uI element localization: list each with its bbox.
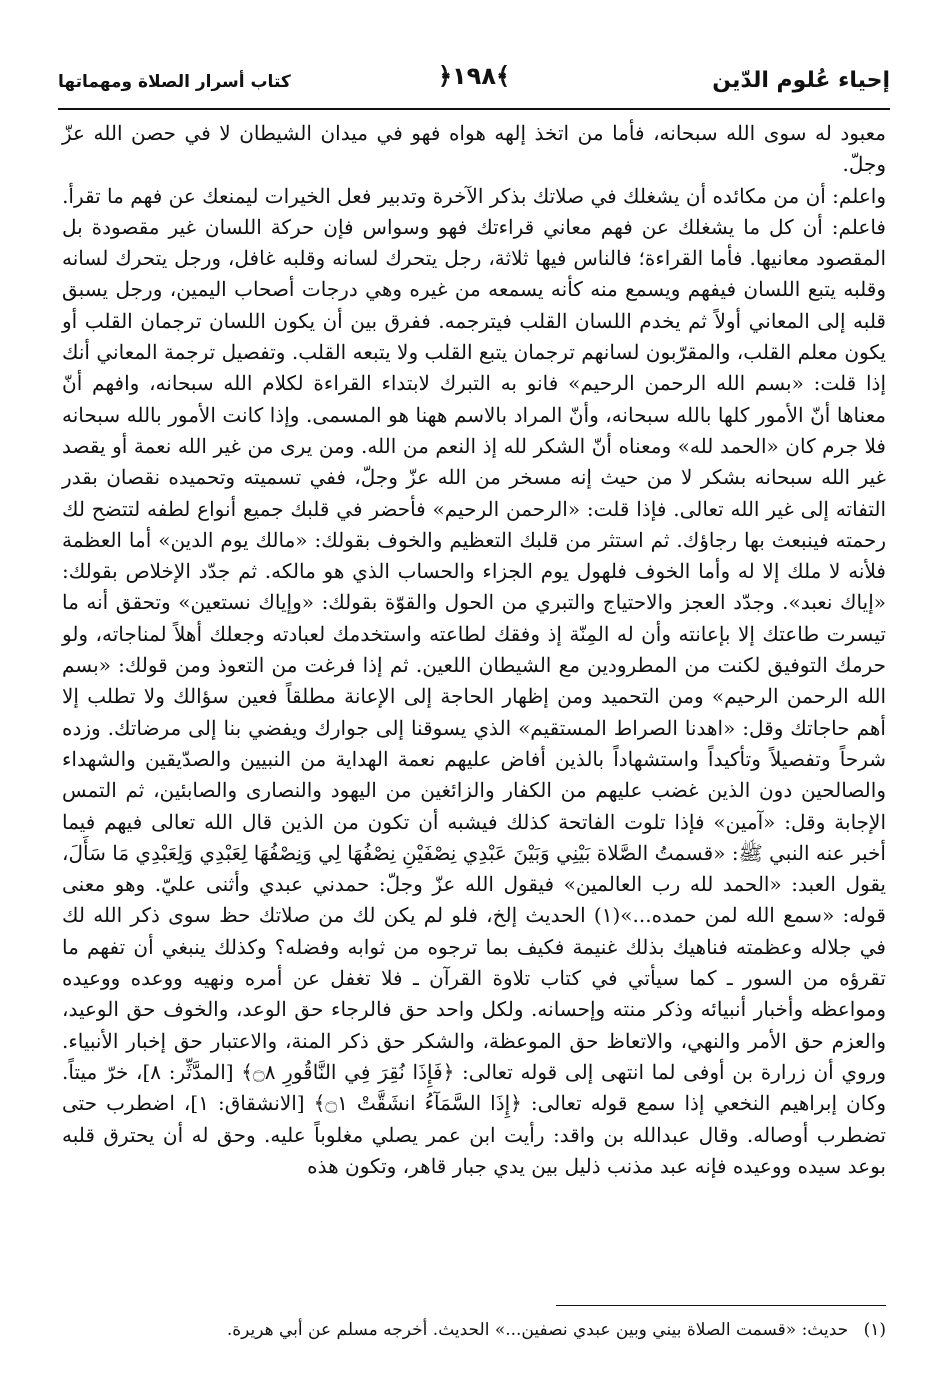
paragraph: واعلم: أن من مكائده أن يشغلك في صلاتك بذكر الآخرة وتدبير فعل الخيرات ليمنعك عن فهم ما تقرأ.: [62, 183, 886, 208]
page-header: [58, 62, 890, 106]
header-divider: [58, 108, 890, 110]
footnote-text: حديث: «قسمت الصلاة بيني وبين عبدي نصفين...» الحديث. أخرجه مسلم عن أبي هريرة.: [226, 1320, 849, 1340]
paragraph: معبود له سوى الله سبحانه، فأما من اتخذ إلهه هواه فهو في ميدان الشيطان لا في حصن الله عزّ وجلّ.: [62, 121, 886, 177]
footnote-divider: [556, 1305, 886, 1306]
footnote-number: (١): [863, 1320, 886, 1340]
book-title: إحياء عُلوم الدّين: [712, 68, 890, 93]
chapter-title: كتاب أسرار الصلاة ومهماتها: [58, 72, 291, 92]
paragraph: فاعلم: أن كل ما يشغلك عن فهم معاني قراءتك فهو وسواس فإن حركة اللسان غير مقصودة بل المقصود معانيها. فأما القراءة؛ فالناس فيها ثلاثة، رجل يتحرك لسانه وقلبه غافل، ورجل يتحرك لسانه وقلبه يتبع اللسان فيفهم ويسمع منه كأنه يسمعه من غيره وهي درجات أصحاب اليمين، ورجل يسبق قلبه إلى المعاني أولاً ثم يخدم اللسان القلب فيترجمه. ففرق بين أن يكون اللسان ترجمان القلب أو يكون معلم القلب، والمقرّبون لسانهم ترجمان يتبع القلب ولا يتبعه القلب. وتفصيل ترجمة المعاني أنك إذا قلت: «بسم الله الرحمن الرحيم» فانو به التبرك لابتداء القراءة لكلام الله سبحانه، وافهم أنّ معناها أنّ الأمور كلها بالله سبحانه، وأنّ المراد بالاسم ههنا هو المسمى. وإذا كانت الأمور بالله سبحانه فلا جرم كان «الحمد لله» ومعناه أنّ الشكر لله إذ النعم من الله. ومن يرى من غير الله نعمة أو يقصد غير الله سبحانه بشكر لا من حيث إنه مسخر من الله عزّ وجلّ، ففي تسميته وتحميده نقصان بقدر التفاته إلى غير الله تعالى. فإذا قلت: «الرحمن الرحيم» فأحضر في قلبك جميع أنواع لطفه لتتضح لك رحمته فينبعث بها رجاؤك. ثم استثر من قلبك التعظيم والخوف بقولك: «مالك يوم الدين» أما العظمة فلأنه لا ملك إلا له وأما الخوف فلهول يوم الجزاء والحساب الذي هو مالكه. ثم جدّد الإخلاص بقولك: «إياك نعبد». وجدّد العجز والاحتياج والتبري من الحول والقوّة بقولك: «وإياك نستعين» وتحقق أنه ما تيسرت طاعتك إلا بإعانته وأن له المِنّة إذ وفقك لطاعته واستخدمك لعبادته وجعلك أهلاً لمناجاته، ولو حرمك التوفيق لكنت من المطرودين مع الشيطان اللعين. ثم إذا فرغت من التعوذ ومن قولك: «بسم الله الرحمن الرحيم» ومن التحميد ومن إظهار الحاجة إلى الإعانة مطلقاً فعين سؤالك ولا تطلب إلا أهم حاجاتك وقل: «اهدنا الصراط المستقيم» الذي يسوقنا إلى جوارك ويفضي بنا إلى مرضاتك. وزده شرحاً وتفصيلاً وتأكيداً واستشهاداً بالذين أفاض عليهم نعمة الهداية من النبيين والصدّيقين والشهداء والصالحين دون الذين غضب عليهم من الكفار والزائغين من اليهود والنصارى والصابئين، ثم التمس الإجابة وقل: «آمين» فإذا تلوت الفاتحة كذلك فيشبه أن تكون من الذين قال الله تعالى فيهم فيما أخبر عنه النبي ﷺ: «قسمتُ الصَّلاة بَيْنِي وَبَيْنَ عَبْدِي نِصْفَيْنِ نِصْفُهَا لِي وَنِصْفُهَا لِعَبْدِي وَلِعَبْدِي مَا سَأَلَ، يقول العبد: «الحمد لله رب العالمين» فيقول الله عزّ وجلّ: حمدني عبدي وأثنى عليّ. وهو معنى قوله: «سمع الله لمن حمده...»(١) الحديث إلخ، فلو لم يكن لك من صلاتك حظ سوى ذكر الله لك في جلاله وعظمته فناهيك بذلك غنيمة فكيف بما ترجوه من ثوابه وفضله؟ وكذلك ينبغي أن تفهم ما تقرؤه من السور ـ كما سيأتي في كتاب تلاوة القرآن ـ فلا تغفل عن أمره ونهيه ووعده ووعيده ومواعظه وأخبار أنبيائه وذكر منته وإحسانه. ولكل واحد حق فالرجاء حق الوعد، والخوف حق الوعيد، والعزم حق الأمر والنهي، والاتعاظ حق الموعظة، والشكر حق ذكر المنة، والاعتبار حق إخبار الأنبياء. وروي أن زرارة بن أوفى لما انتهى إلى قوله تعالى: ﴿فَإِذَا نُقِرَ فِي النَّاقُورِ ۝٨﴾ [المدَّثِّر: ٨]، خرّ ميتاً. وكان إبراهيم النخعي إذا سمع قوله تعالى: ﴿إِذَا السَّمَآءُ انشَقَّتْ ۝١﴾ [الانشقاق: ١]، اضطرب حتى تضطرب أوصاله. وقال عبدالله بن واقد: رأيت ابن عمر يصلي مغلوباً عليه. وحق له أن يحترق قلبه بوعد سيده ووعيده فإنه عبد مذنب ذليل بين يدي جبار قاهر، وتكون هذه: [62, 214, 887, 1178]
footnote: [62, 1318, 886, 1342]
page-number: ﴿١٩٨﴾: [437, 62, 511, 90]
main-text: [62, 118, 886, 1293]
